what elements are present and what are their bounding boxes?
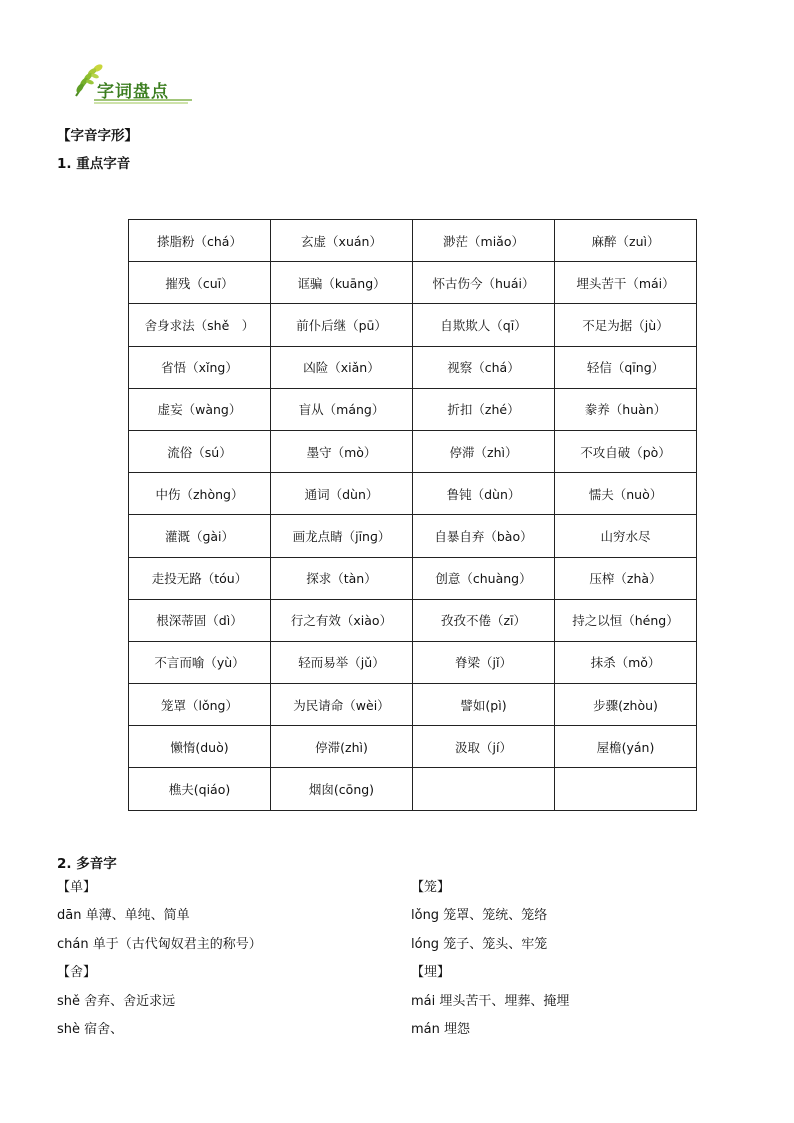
table-row: [129, 599, 697, 641]
polyphonic-heading: 【笼】: [411, 880, 451, 895]
table-cell: 鲁钝（dùn）: [413, 473, 555, 515]
polyphonic-heading: 【单】: [57, 880, 97, 895]
polyphonic-heading: 【舍】: [57, 965, 97, 981]
table-cell: 自欺欺人（qī）: [413, 304, 555, 346]
table-row: [129, 388, 697, 430]
vocab-pronunciation-table: [128, 219, 697, 811]
table-cell: 渺茫（miǎo）: [413, 220, 555, 262]
table-cell: 压榨（zhà）: [555, 557, 697, 599]
section-title: 【字音字形】: [57, 128, 138, 144]
table-cell: [555, 768, 697, 810]
logo-title: 字词盘点: [97, 82, 169, 102]
subsection-title-pronunciation: 1. 重点字音: [57, 156, 131, 172]
polyphonic-entry: chán 单于（古代匈奴君主的称号）: [57, 936, 262, 952]
table-cell: 盲从（máng）: [271, 388, 413, 430]
table-cell: 汲取（jí）: [413, 726, 555, 768]
table-cell: 轻信（qīng）: [555, 346, 697, 388]
table-cell: 凶险（xiǎn）: [271, 346, 413, 388]
table-cell: 前仆后继（pū）: [271, 304, 413, 346]
table-cell: 省悟（xǐng）: [129, 346, 271, 388]
polyphonic-left-column: [57, 878, 262, 1048]
table-cell: 不言而喻（yù）: [129, 641, 271, 683]
table-cell: 步骤(zhòu): [555, 684, 697, 726]
table-cell: 豢养（huàn）: [555, 388, 697, 430]
polyphonic-heading: 【埋】: [411, 965, 451, 981]
polyphonic-entry: shě 舍弃、舍近求远: [57, 993, 176, 1009]
table-cell: 摧残（cuī）: [129, 262, 271, 304]
polyphonic-right-column: [411, 878, 569, 1048]
table-cell: 持之以恒（héng）: [555, 599, 697, 641]
table-cell: 为民请命（wèi）: [271, 684, 413, 726]
table-row: [129, 430, 697, 472]
table-cell: 虚妄（wàng）: [129, 388, 271, 430]
table-row: [129, 768, 697, 810]
table-cell: 脊梁（jǐ）: [413, 641, 555, 683]
table-cell: 不攻自破（pò）: [555, 430, 697, 472]
table-cell: 譬如(pì): [413, 684, 555, 726]
polyphonic-entry: lóng 笼子、笼头、牢笼: [411, 936, 548, 952]
table-row: [129, 346, 697, 388]
table-cell: 轻而易举（jǔ）: [271, 641, 413, 683]
table-cell: 诓骗（kuāng）: [271, 262, 413, 304]
table-cell: 行之有效（xiào）: [271, 599, 413, 641]
table-row: [129, 473, 697, 515]
table-cell: 懒惰(duò): [129, 726, 271, 768]
table-cell: 视察（chá）: [413, 346, 555, 388]
table-row: [129, 726, 697, 768]
polyphonic-entry: dān 单薄、单纯、简单: [57, 908, 190, 924]
table-cell: 搽脂粉（chá）: [129, 220, 271, 262]
table-row: [129, 304, 697, 346]
polyphonic-entry: mán 埋怨: [411, 1021, 471, 1037]
table-cell: 创意（chuàng）: [413, 557, 555, 599]
table-cell: 自暴自弃（bào）: [413, 515, 555, 557]
table-cell: 画龙点睛（jīnɡ）: [271, 515, 413, 557]
table-cell: 山穷水尽: [555, 515, 697, 557]
table-cell: 抹杀（mǒ）: [555, 641, 697, 683]
table-cell: 麻醉（zuì）: [555, 220, 697, 262]
table-cell: 探求（tàn）: [271, 557, 413, 599]
table-cell: 通词（dùn）: [271, 473, 413, 515]
table-cell: 走投无路（tóu）: [129, 557, 271, 599]
table-cell: 折扣（zhé）: [413, 388, 555, 430]
subsection-title-polyphonic: 2. 多音字: [57, 856, 117, 872]
polyphonic-entry: shè 宿舍、: [57, 1021, 124, 1037]
table-cell: 根深蒂固（dì）: [129, 599, 271, 641]
table-row: [129, 641, 697, 683]
section-logo: [68, 62, 194, 106]
table-cell: 不足为据（jù）: [555, 304, 697, 346]
table-cell: 墨守（mò）: [271, 430, 413, 472]
table-cell: 停滞（zhì）: [413, 430, 555, 472]
table-cell: 流俗（sú）: [129, 430, 271, 472]
table-row: [129, 262, 697, 304]
table-cell: 埋头苦干（mái）: [555, 262, 697, 304]
table-cell: 怀古伤今（huái）: [413, 262, 555, 304]
table-cell: [413, 768, 555, 810]
table-row: [129, 684, 697, 726]
table-row: [129, 557, 697, 599]
table-cell: 灌溉（ɡài）: [129, 515, 271, 557]
table-cell: 笼罩（lǒng）: [129, 684, 271, 726]
table-cell: 中伤（zhòng）: [129, 473, 271, 515]
table-cell: 懦夫（nuò）: [555, 473, 697, 515]
table-cell: 玄虚（xuán）: [271, 220, 413, 262]
table-cell: 樵夫(qiáo): [129, 768, 271, 810]
table-cell: 屋檐(yán): [555, 726, 697, 768]
table-cell: 舍身求法（shě ）: [129, 304, 271, 346]
table-row: [129, 220, 697, 262]
table-cell: 孜孜不倦（zī）: [413, 599, 555, 641]
polyphonic-entry: lǒng 笼罩、笼统、笼络: [411, 908, 548, 924]
polyphonic-entry: mái 埋头苦干、埋葬、掩埋: [411, 993, 570, 1009]
table-cell: 烟囱(cōng): [271, 768, 413, 810]
table-cell: 停滞(zhì): [271, 726, 413, 768]
table-row: [129, 515, 697, 557]
